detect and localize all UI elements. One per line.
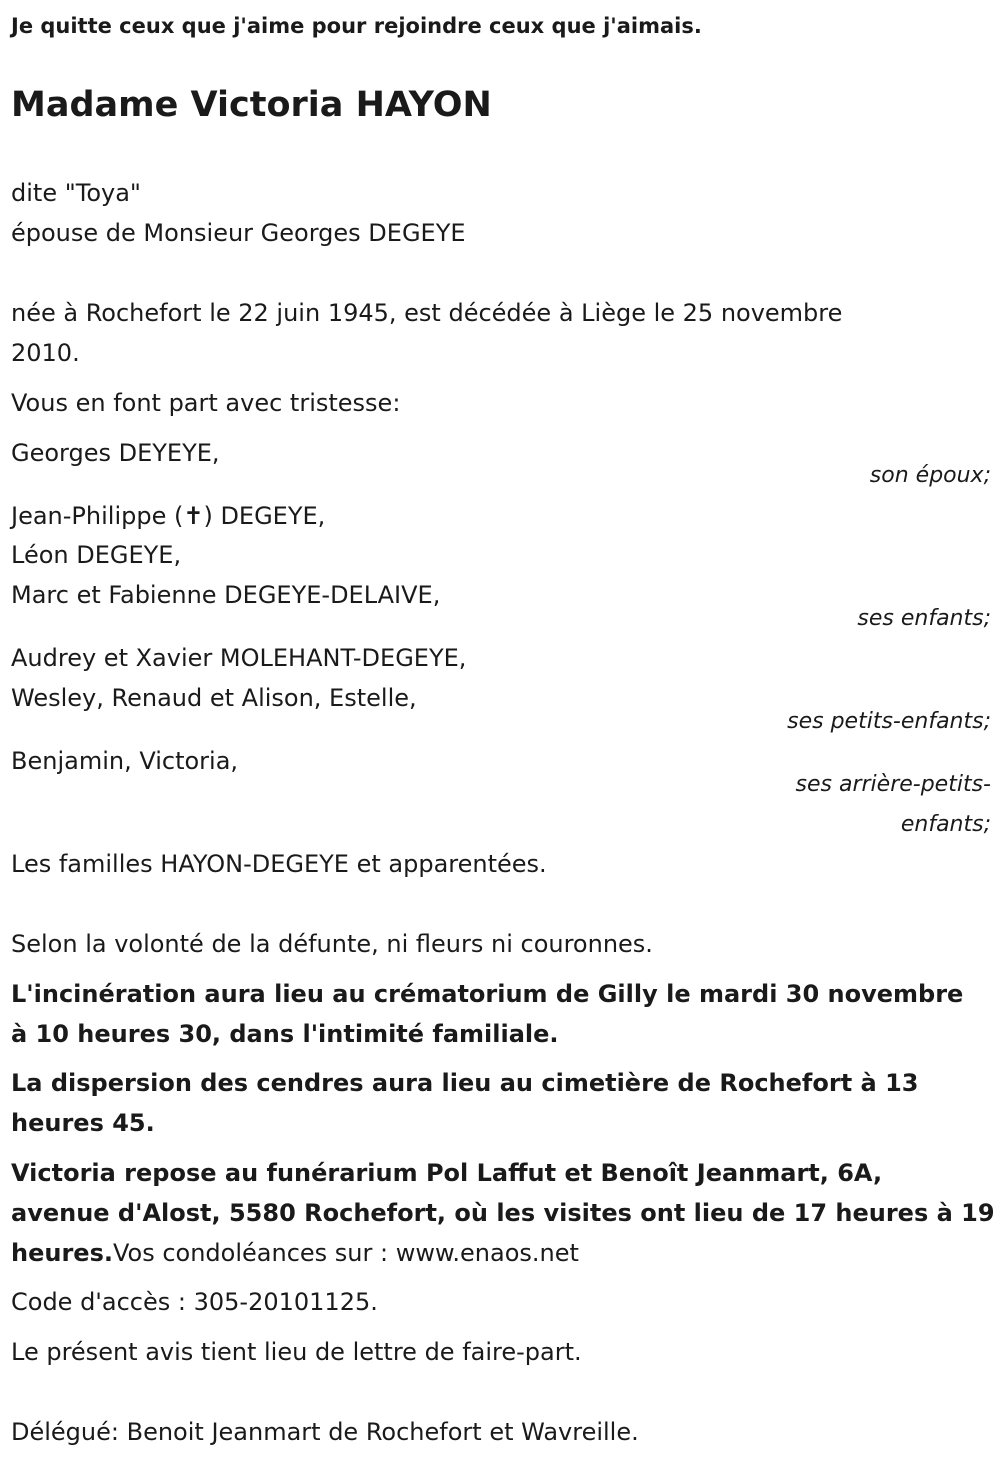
- wishes: Selon la volonté de la défunte, ni fleurs ni couronnes.: [11, 930, 653, 958]
- birth-death-line2: 2010.: [11, 339, 80, 367]
- access-code: Code d'accès : 305-20101125.: [11, 1288, 378, 1316]
- dispersion-line2: heures 45.: [11, 1109, 155, 1137]
- funeral-home-line1: Victoria repose au funérarium Pol Laffut et Benoît Jeanmart, 6A,: [11, 1159, 883, 1187]
- grandchild-name: Audrey et Xavier MOLEHANT-DEGEYE,: [11, 644, 467, 672]
- grandchildren-role: ses petits-enfants;: [787, 709, 991, 734]
- birth-death-line1: née à Rochefort le 22 juin 1945, est décédée à Liège le 25 novembre: [11, 299, 843, 327]
- delegate: Délégué: Benoit Jeanmart de Rochefort et Wavreille.: [11, 1418, 639, 1446]
- dispersion-line1: La dispersion des cendres aura lieu au cimetière de Rochefort à 13: [11, 1069, 919, 1097]
- great-grandchildren-names: Benjamin, Victoria,: [11, 747, 239, 775]
- child-name: Marc et Fabienne DEGEYE-DELAIVE,: [11, 581, 441, 609]
- deceased-name: Madame Victoria HAYON: [11, 85, 492, 125]
- funeral-home-line3: [11, 1233, 579, 1273]
- spouse-role: son époux;: [869, 463, 991, 488]
- epigraph: Je quitte ceux que j'aime pour rejoindre ceux que j'aimais.: [11, 14, 702, 38]
- child-name: Jean-Philippe (✝) DEGEYE,: [11, 502, 326, 530]
- announcement-intro: Vous en font part avec tristesse:: [11, 389, 401, 417]
- spouse-line: épouse de Monsieur Georges DEGEYE: [11, 219, 466, 247]
- cremation-line2: à 10 heures 30, dans l'intimité familiale.: [11, 1020, 559, 1048]
- grandchild-name: Wesley, Renaud et Alison, Estelle,: [11, 684, 417, 712]
- condolences-link-text: Vos condoléances sur : www.enaos.net: [112, 1239, 579, 1267]
- nickname: dite "Toya": [11, 179, 141, 207]
- notice-statement: Le présent avis tient lieu de lettre de faire-part.: [11, 1338, 582, 1366]
- spouse-names: Georges DEYEYE,: [11, 439, 220, 467]
- funeral-home-hours-end: heures.: [11, 1239, 113, 1267]
- children-role: ses enfants;: [857, 606, 991, 631]
- great-grandchildren-role-line2: enfants;: [900, 812, 991, 837]
- great-grandchildren-role-line1: ses arrière-petits-: [795, 772, 991, 797]
- cremation-line1: L'incinération aura lieu au crématorium de Gilly le mardi 30 novembre: [11, 980, 964, 1008]
- funeral-home-line2: avenue d'Alost, 5580 Rochefort, où les visites ont lieu de 17 heures à 19: [11, 1199, 995, 1227]
- related-families: Les familles HAYON-DEGEYE et apparentées.: [11, 850, 547, 878]
- child-name: Léon DEGEYE,: [11, 541, 182, 569]
